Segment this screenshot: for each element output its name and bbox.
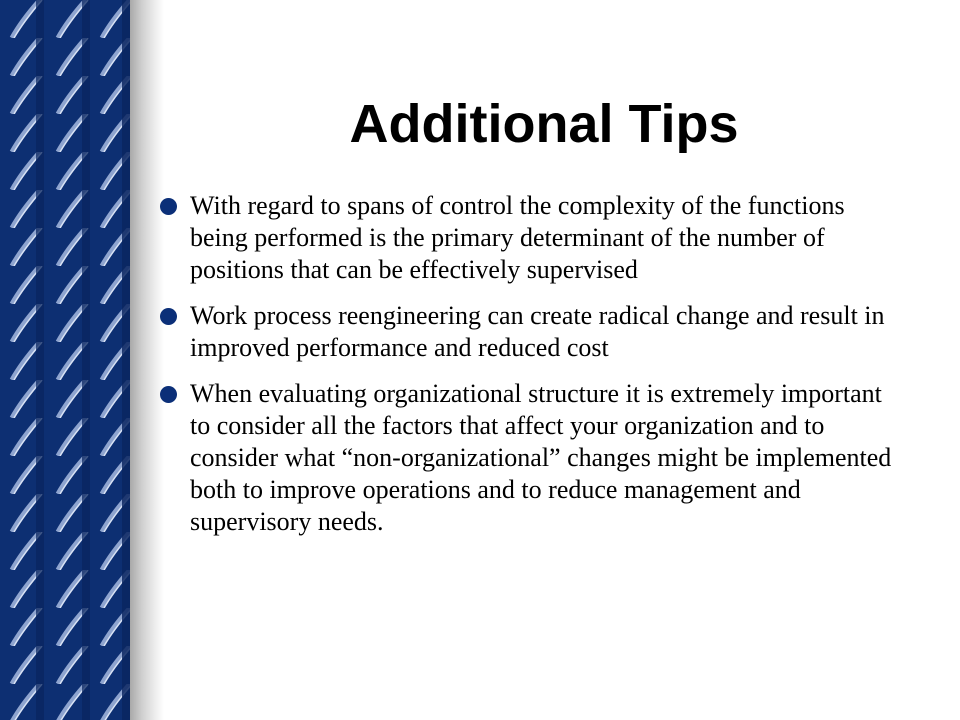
bullet-text: With regard to spans of control the complexity of the functions being performed is the primary determinant of the number of positions that can be effectively supervised: [190, 191, 845, 284]
bullet-item: [160, 300, 900, 364]
bullet-list: [160, 190, 900, 552]
decorative-rope-sidebar: [0, 0, 130, 720]
twisted-rope-pattern-icon: [0, 0, 130, 720]
bullet-dot-icon: [160, 386, 177, 403]
bullet-dot-icon: [160, 308, 177, 325]
bullet-text: Work process reengineering can create radical change and result in improved performance and reduced cost: [190, 301, 885, 362]
bullet-dot-icon: [160, 198, 177, 215]
bullet-item: [160, 190, 900, 286]
slide-title: Additional Tips: [349, 94, 739, 154]
sidebar-shadow: [130, 0, 164, 720]
bullet-item: [160, 378, 900, 538]
bullet-text: When evaluating organizational structure it is extremely important to consider all the factors that affect your organization and to consider what “non-organizational” changes might be implemented both to improve operations and to reduce management and supervisory needs.: [190, 379, 892, 536]
